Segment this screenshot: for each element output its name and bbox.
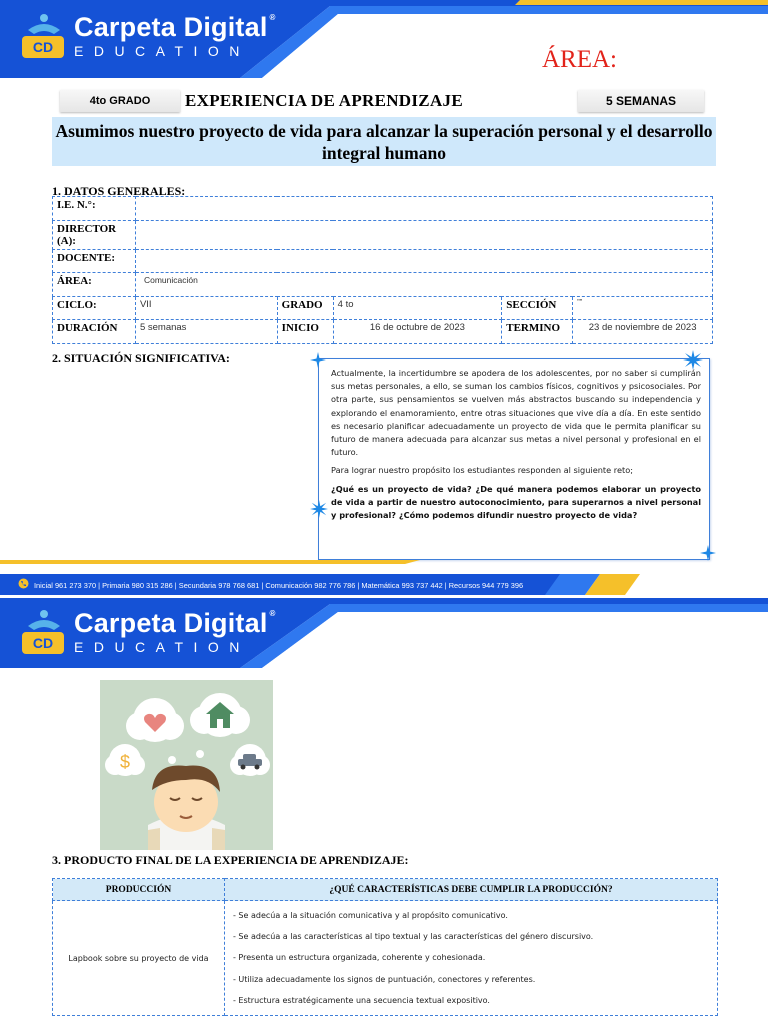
area-value: Comunicación — [135, 273, 712, 297]
sparkle-icon — [310, 352, 326, 368]
area-label: ÁREA: — [53, 273, 136, 297]
life-project-illustration — [100, 680, 273, 850]
section-2-title: 2. SITUACIÓN SIGNIFICATIVA: — [52, 351, 230, 365]
table-row — [53, 901, 718, 1016]
brand-name: Carpeta Digital ® — [74, 608, 276, 638]
grado-label: GRADO — [277, 296, 333, 320]
product-name: Lapbook sobre su proyecto de vida — [53, 901, 225, 1016]
challenge-questions: ¿Qué es un proyecto de vida? ¿De qué manera podemos elaborar un proyecto de vida a partir de nuestro autoconocimiento, para superarnos a nivel personal y profesional? ¿Cómo podemos difundir nuestro proyecto de vida? — [331, 483, 701, 521]
sparkle-icon — [310, 500, 328, 518]
duracion-label: DURACIÓN — [53, 320, 136, 344]
ciclo-label: CICLO: — [53, 296, 136, 320]
table-row — [53, 320, 713, 344]
table-row — [53, 197, 713, 221]
list-item: - Utiliza adecuadamente los signos de puntuación, conectores y referentes. — [233, 974, 536, 984]
experience-headline: Asumimos nuestro proyecto de vida para alcanzar la superación personal y el desarrollo integral humano — [52, 117, 716, 166]
list-item: - Presenta un estructura organizada, coherente y cohesionada. — [233, 953, 486, 963]
inicio-value: 16 de octubre de 2023 — [333, 320, 502, 344]
docente-label: DOCENTE: — [53, 249, 136, 273]
inicio-label: INICIO — [277, 320, 333, 344]
svg-text:CD: CD — [32, 39, 54, 55]
grade-badge: 4to GRADO — [60, 90, 180, 112]
sparkle-icon — [700, 545, 716, 561]
final-product-table — [52, 878, 718, 1016]
ciclo-value: VII — [135, 296, 277, 320]
termino-value: 23 de noviembre de 2023 — [573, 320, 713, 344]
area-heading: ÁREA: — [542, 46, 617, 73]
table-row — [53, 220, 713, 249]
table-header-row — [53, 879, 718, 901]
dollar-icon: $ — [119, 752, 131, 772]
termino-label: TERMINO — [502, 320, 573, 344]
seccion-value: "" — [573, 296, 713, 320]
table-row — [53, 249, 713, 273]
general-data-table — [52, 196, 713, 344]
characteristics-cell — [225, 901, 718, 1016]
challenge-intro: Para lograr nuestro propósito los estudiantes responden al siguiente reto; — [331, 465, 633, 476]
duracion-value: 5 semanas — [135, 320, 277, 344]
brand-subtitle: EDUCATION — [74, 43, 250, 59]
brand-subtitle: EDUCATION — [74, 639, 250, 655]
significant-situation-box — [318, 358, 710, 560]
list-item: - Se adecúa a las características al tipo textual y las características del género discursivo. — [233, 932, 594, 942]
grado-value: 4 to — [333, 296, 502, 320]
contact-band — [0, 560, 768, 600]
sparkle-icon — [683, 350, 703, 370]
table-row — [53, 296, 713, 320]
production-header: PRODUCCIÓN — [53, 879, 225, 901]
phone-icon — [18, 578, 29, 589]
director-label: DIRECTOR (A): — [53, 220, 136, 249]
ie-label: I.E. N.°: — [53, 197, 136, 221]
person-figure — [148, 766, 225, 851]
ie-value — [135, 197, 712, 221]
brand-logo — [18, 12, 276, 60]
seccion-label: SECCIÓN — [502, 296, 573, 320]
section-3-title: 3. PRODUCTO FINAL DE LA EXPERIENCIA DE APRENDIZAJE: — [52, 853, 409, 867]
experience-title: EXPERIENCIA DE APRENDIZAJE — [185, 91, 463, 110]
list-item: - Estructura estratégicamente una secuencia textual expositivo. — [233, 995, 490, 1005]
title-row — [60, 88, 705, 114]
logo-badge — [18, 608, 68, 656]
brand-logo — [18, 608, 276, 656]
situation-paragraph: Actualmente, la incertidumbre se apodera de los adolescentes, por no saber si cumplirán sus metas personales, a ello, se suman los cambios físicos, cognitivos y psicosociales. Por otra parte, sus pensamientos se vuelven más abstractos buscando su independencia y explorando el enamoramiento, entre otras situaciones que vive día a día. En este sentido es necesario planificar adecuadamente un proyecto de vida que le permita planificar su futuro de manera adecuada para alcanzar sus metas a nivel personal y profesional en el futuro. — [331, 368, 701, 458]
director-value — [135, 220, 712, 249]
characteristics-list — [225, 901, 717, 1015]
logo-badge — [18, 12, 68, 60]
characteristics-header: ¿QUÉ CARACTERÍSTICAS DEBE CUMPLIR LA PRODUCCIÓN? — [225, 879, 718, 901]
svg-text:CD: CD — [32, 635, 54, 651]
brand-name: Carpeta Digital ® — [74, 12, 276, 42]
duration-badge: 5 SEMANAS — [578, 90, 704, 112]
table-row — [53, 273, 713, 297]
section-1-title: 1. DATOS GENERALES: — [52, 184, 186, 198]
contact-phones: Inicial 961 273 370 | Primaria 980 315 286 | Secundaria 978 768 681 | Comunicación 982 776 786 | Matemática 993 737 442 | Recursos 944 779 396 — [34, 581, 524, 590]
list-item: - Se adecúa a la situación comunicativa y al propósito comunicativo. — [233, 911, 508, 920]
docente-value — [135, 249, 712, 273]
